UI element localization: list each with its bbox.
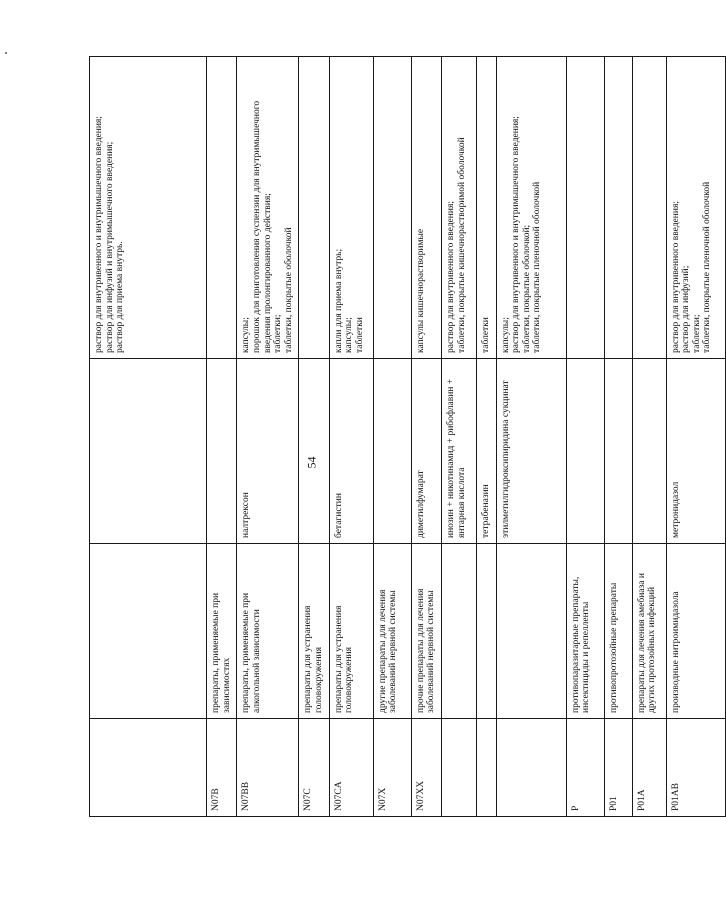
code-cell: P01 <box>604 719 632 817</box>
code-cell: N07C <box>299 719 329 817</box>
forms-cell <box>496 57 566 359</box>
drug-cell <box>299 359 329 544</box>
code-cell: P <box>566 719 604 817</box>
table-row <box>373 57 411 817</box>
drug-cell <box>373 359 411 544</box>
table-row <box>207 57 237 817</box>
code-cell <box>496 719 566 817</box>
drug-cell: бетагистин <box>329 359 373 544</box>
code-cell: P01AB <box>666 719 725 817</box>
table-row <box>666 57 725 817</box>
drug-cell <box>632 359 666 544</box>
group-cell <box>476 544 496 719</box>
group-cell <box>496 544 566 719</box>
forms-cell <box>373 57 411 359</box>
table-row <box>299 57 329 817</box>
code-cell: N07B <box>207 719 237 817</box>
form-line: раствор для инфузий и внутримышечного введения; <box>104 141 115 353</box>
forms-cell <box>666 57 725 359</box>
group-cell: препараты, применяемые при алкогольной зависимости <box>237 544 299 719</box>
drug-cell: метронидазол <box>666 359 725 544</box>
code-cell: N07X <box>373 719 411 817</box>
code-cell: N07XX <box>411 719 441 817</box>
drug-cell <box>90 359 207 544</box>
group-cell: препараты для лечения амебиаза и других протозойных инфекций <box>632 544 666 719</box>
table-row <box>329 57 373 817</box>
form-line: таблетки, покрытые оболочкой; <box>521 224 532 353</box>
table-row <box>632 57 666 817</box>
code-cell: P01A <box>632 719 666 817</box>
code-cell <box>441 719 476 817</box>
form-line: таблетки <box>480 317 491 353</box>
drug-cell: инозин + никотинамид + рибофлавин + янтарная кислота <box>441 359 476 544</box>
forms-cell <box>411 57 441 359</box>
form-line: капсулы кишечнорастворимые <box>415 228 426 353</box>
forms-cell <box>329 57 373 359</box>
form-line: капсулы; <box>241 317 252 353</box>
group-cell: противопаразитарные препараты, инсектициды и репелленты <box>566 544 604 719</box>
group-cell: препараты для устранения головокружения <box>299 544 329 719</box>
drug-cell: тетрабеназин <box>476 359 496 544</box>
group-cell <box>441 544 476 719</box>
forms-cell <box>566 57 604 359</box>
group-cell: другие препараты для лечения заболеваний нервной системы <box>373 544 411 719</box>
group-cell: препараты для устранения головокружения <box>329 544 373 719</box>
form-line: таблетки <box>354 317 365 353</box>
forms-cell <box>476 57 496 359</box>
drug-table <box>89 56 726 817</box>
table-row-continuation <box>90 57 207 817</box>
code-cell: N07BB <box>237 719 299 817</box>
drug-cell <box>566 359 604 544</box>
table-row <box>566 57 604 817</box>
group-cell: прочие препараты для лечения заболеваний нервной системы <box>411 544 441 719</box>
document-table-rotated <box>89 57 713 817</box>
drug-cell: диметилфумарат <box>411 359 441 544</box>
page-number: 54 <box>304 456 319 469</box>
form-line: раствор для внутривенного и внутримышечного введения; <box>511 116 522 353</box>
table-row <box>411 57 441 817</box>
group-cell: производные нитроимидазола <box>666 544 725 719</box>
form-line: капли для приема внутрь; <box>333 248 344 353</box>
group-cell: противопротозойные препараты <box>604 544 632 719</box>
form-line: таблетки, покрытые оболочкой <box>283 227 294 353</box>
form-line: порошок для приготовления суспензии для внутримышечного введения пролонгированного действия; <box>251 100 273 353</box>
form-line: раствор для внутривенного введения; <box>670 201 681 353</box>
form-line: таблетки; <box>273 314 284 353</box>
form-line: таблетки, покрытые пленочной оболочкой <box>532 181 543 353</box>
form-line: раствор для приема внутрь. <box>115 241 126 353</box>
table-row <box>237 57 299 817</box>
drug-cell: этилметилгидроксипиридина сукцинат <box>496 359 566 544</box>
group-cell: препараты, применяемые при зависимостях <box>207 544 237 719</box>
scan-mark <box>5 52 7 54</box>
code-cell <box>90 719 207 817</box>
form-line: таблетки, покрытые пленочной оболочкой <box>702 181 713 353</box>
table-row <box>476 57 496 817</box>
drug-cell: налтрексон <box>237 359 299 544</box>
code-cell: N07CA <box>329 719 373 817</box>
forms-cell <box>207 57 237 359</box>
drug-cell <box>207 359 237 544</box>
form-line: капсулы; <box>500 317 511 353</box>
forms-cell <box>90 57 207 359</box>
table-row <box>496 57 566 817</box>
code-cell <box>476 719 496 817</box>
form-line: раствор для инфузий; <box>681 265 692 353</box>
form-line: таблетки, покрытые кишечнорастворимой оболочкой <box>456 137 467 353</box>
table-row <box>604 57 632 817</box>
group-cell <box>90 544 207 719</box>
form-line: раствор для внутривенного и внутримышечного введения; <box>94 116 104 353</box>
forms-cell <box>441 57 476 359</box>
form-line: раствор для внутривенного введения; <box>445 201 456 353</box>
form-line: таблетки; <box>691 314 702 353</box>
forms-cell <box>299 57 329 359</box>
form-line: капсулы; <box>344 317 355 353</box>
forms-cell <box>632 57 666 359</box>
forms-cell <box>604 57 632 359</box>
table-row <box>441 57 476 817</box>
drug-cell <box>604 359 632 544</box>
forms-cell <box>237 57 299 359</box>
